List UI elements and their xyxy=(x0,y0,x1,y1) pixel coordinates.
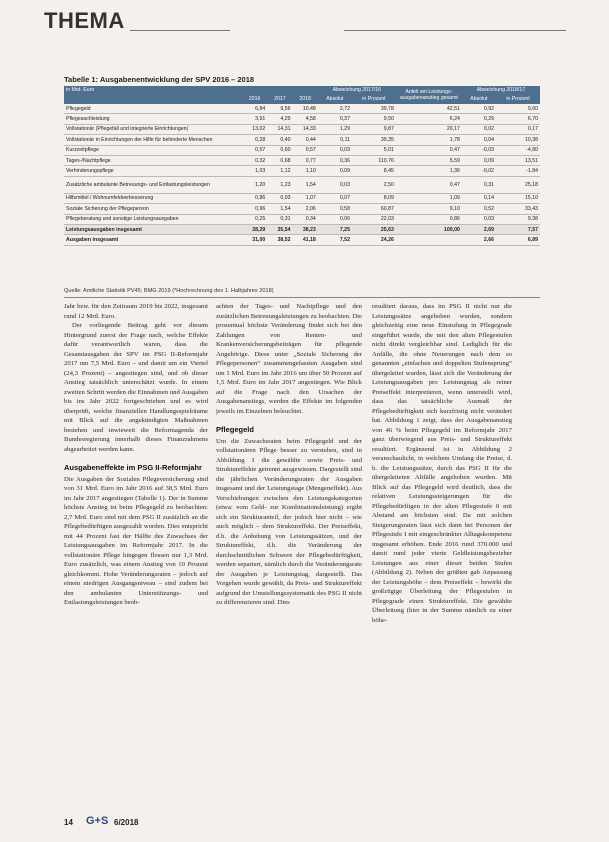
cell-value xyxy=(396,235,462,245)
cell-value: -4,80 xyxy=(496,145,540,155)
cell-value: 2,69 xyxy=(462,224,496,234)
row-label: Pflegegeld xyxy=(64,104,242,114)
table-row xyxy=(64,235,540,245)
paragraph: Die Ausgaben der Sozialen Pflegeversicherung sind von 31 Mrd. Euro im Jahr 2016 auf 38,5 Mrd. Euro im Jahr 2017 angestiegen (Tabelle 1). Der in Summe höchste Anstieg ist beim Pflegegeld zu beobachten: 2,7 Mrd. Euro sind mit dem PSG II zusätzlich an die Pflegebedürftigen ausgezahlt worden. Dies entspricht mit 44 Prozent fast der Hälfte des Zuwachses der Leistungsausgaben im Reformjahr 2017. In die vollstationäre Pflege hingegen flossen nur 1,3 Mrd. Euro zusätzlich, was einem Anstieg von 10 Prozent gleichkommt. Hohe Veränderungsraten – jedoch auf einem niedrigen Ausgangsniveau – sind zudem bei den ambulanten Unterstützungs- und Entlastungsleistungen beob- xyxy=(64,475,208,606)
table-row xyxy=(64,145,540,155)
cell-value: 25,63 xyxy=(352,224,396,234)
cell-value: 0,96 xyxy=(242,204,267,214)
cell-value: 0,03 xyxy=(462,214,496,224)
cell-value: 0,25 xyxy=(242,214,267,224)
cell-value: 1,10 xyxy=(293,166,318,176)
section-title: THEMA xyxy=(44,8,125,33)
text-column-3 xyxy=(372,302,512,625)
cell-value: 0,68 xyxy=(267,155,292,165)
cell-value: 31,00 xyxy=(242,235,267,245)
cell-value: 0,57 xyxy=(293,145,318,155)
header-rule-right xyxy=(344,30,566,31)
cell-value: 41,18 xyxy=(293,235,318,245)
cell-value: -0,03 xyxy=(462,145,496,155)
cell-value: 60,87 xyxy=(352,204,396,214)
cell-value: 110,76 xyxy=(352,155,396,165)
cell-value: 13,51 xyxy=(496,155,540,165)
cell-value: 0,11 xyxy=(318,135,352,145)
cell-value: 1,20 xyxy=(242,176,267,193)
cell-value: 0,92 xyxy=(462,104,496,114)
row-label: Kurzzeitpflege xyxy=(64,145,242,155)
cell-value: 8,09 xyxy=(352,193,396,203)
cell-value: 0,77 xyxy=(293,155,318,165)
cell-value: 1,29 xyxy=(318,124,352,134)
cell-value: 0,44 xyxy=(293,135,318,145)
table-row xyxy=(64,124,540,134)
paragraph: resultiert daraus, dass im PSG II nicht nur die Leistungssätze angehoben wurden, sondern gleichzeitig eine neue Einstufung in Pflegegrade eingeführt wurde, die mit den alten Pflegestufen nicht direkt vergleichbar sind. Lediglich für die Anfälle, die ohne Neuerungen nach dem so genannten „einfachen und doppelten Stufensprung“ übergeleitet wurden, lässt sich die Veränderung der Leistungsausgaben pro Leistungstag als reiner Preiseffekt interpretieren, wenn unterstellt wird, dass das tatsächliche Ausmaß der Pflegebedürftigkeit sich kurzfristig nicht verändert hat. Abbildung 1 zeigt, dass der Ausgabenanstieg von 46 % beim Pflegegeld im Reformjahr 2017 ganz überwiegend aus Preis- und Struktureffekt resultiert. Ergänzend ist in Abbildung 2 veranschaulicht, in welchem Umfang die Preise, d. h. die Leistungssätze, durch das PSG II für die übergeleiteten Altfälle angehoben wurden. Mit Blick auf das Pflegegeld wird deutlich, dass die relativen Leistungssteigerungen für die Pflegebedürftigen in der alten Pflegestufe 0 mit Abstand am höchsten sind. Da mit solchen Steigerungsraten lässt sich dann bei Personen der Pflegestufe I mit eingeschränkter Alltagskompetenz insgesamt erhöhen. Ende 2016 rund 370.000 und damit rund jeder vierte Geldleistungsbezieher Leistungen aus einer dieser beiden Stufen (Abbildung 2). Neben der größten gab Anpassung der Leistungshöhe – dem Preiseffekt – bewirkt die großzügige Überleitung der Pflegestufen in Pflegegrade einen Struktureffekt. Die gewählte Überleitung (hier in der Summe nämlich zu einer höhe- xyxy=(372,303,512,624)
cell-value: 35,54 xyxy=(267,224,292,234)
cell-value: 39,78 xyxy=(352,104,396,114)
table-row xyxy=(64,104,540,114)
cell-value: 7,25 xyxy=(318,224,352,234)
row-label: Soziale Sicherung der Pflegeperson xyxy=(64,204,242,214)
row-label: Hilfsmittel / Wohnumfeldverbesserung xyxy=(64,193,242,203)
cell-value: 3,91 xyxy=(242,114,267,124)
row-label: Zusätzliche ambulante Betreuungs- und Entlastungsleistungen xyxy=(64,176,242,193)
cell-value: 10,38 xyxy=(496,135,540,145)
cell-value: 10,48 xyxy=(293,104,318,114)
cell-value: 38,52 xyxy=(267,235,292,245)
cell-value: 0,06 xyxy=(318,214,352,224)
cell-value: 14,31 xyxy=(267,124,292,134)
cell-value: 6,70 xyxy=(496,114,540,124)
cell-value: 6,24 xyxy=(396,114,462,124)
cell-value: 9,60 xyxy=(496,104,540,114)
table-row xyxy=(64,155,540,165)
cell-value: 0,60 xyxy=(267,145,292,155)
cell-value: 0,36 xyxy=(318,155,352,165)
divider xyxy=(64,297,540,298)
group-header: Anteil am Leistungs-ausgabenanstieg gesamt xyxy=(396,86,462,104)
cell-value: 0,47 xyxy=(396,176,462,193)
sub-header: Absolut xyxy=(462,94,496,104)
paragraph: Jahr bzw. für den Zeitraum 2019 bis 2022, insgesamt rund 12 Mrd. Euro. xyxy=(64,303,208,320)
cell-value: 0,52 xyxy=(462,204,496,214)
group-header: Abweichung 2017/16 xyxy=(318,86,396,94)
cell-value: 42,51 xyxy=(396,104,462,114)
cell-value: 7,52 xyxy=(318,235,352,245)
cell-value: 1,54 xyxy=(293,176,318,193)
year-header: 2017 xyxy=(267,94,292,104)
row-label: Pflegeberatung und sonstige Leistungsausgaben xyxy=(64,214,242,224)
cell-value: 7,57 xyxy=(496,224,540,234)
cell-value: 8,45 xyxy=(352,166,396,176)
table-source: Quelle: Amtliche Statistik PV45; BMG 2019 (*Hochrechnung des 1. Halbjahres 2018) xyxy=(64,288,274,294)
year-header: 2018 xyxy=(293,94,318,104)
cell-value: 0,09 xyxy=(462,155,496,165)
journal-logo: G+S xyxy=(86,815,109,827)
cell-value: 1,78 xyxy=(396,135,462,145)
sub-header: in Prozent xyxy=(496,94,540,104)
table-row xyxy=(64,193,540,203)
cell-value: 14,33 xyxy=(293,124,318,134)
cell-value: 0,04 xyxy=(462,135,496,145)
cell-value: 9,56 xyxy=(267,104,292,114)
cell-value: 9,50 xyxy=(352,114,396,124)
cell-value: 39,35 xyxy=(352,135,396,145)
cell-value: 0,58 xyxy=(318,204,352,214)
header-rule-left xyxy=(130,30,230,31)
table-row xyxy=(64,114,540,124)
cell-value: 0,17 xyxy=(496,124,540,134)
cell-value: -0,02 xyxy=(462,166,496,176)
cell-value: 0,29 xyxy=(462,114,496,124)
cell-value: 25,18 xyxy=(496,176,540,193)
expenditure-table xyxy=(64,86,540,246)
cell-value: 0,31 xyxy=(462,176,496,193)
cell-value: 0,14 xyxy=(462,193,496,203)
group-header: Abweichung 2018/17 xyxy=(462,86,540,94)
cell-value: 0,02 xyxy=(462,124,496,134)
cell-value: 2,66 xyxy=(462,235,496,245)
cell-value: 38,23 xyxy=(293,224,318,234)
row-label: Vollstationär in Einrichtungen der Hilfe für behinderte Menschen xyxy=(64,135,242,145)
section-heading: Ausgabeneffekte im PSG II-Reformjahr xyxy=(64,463,202,472)
cell-value: 4,29 xyxy=(267,114,292,124)
cell-value: 0,37 xyxy=(318,114,352,124)
cell-value: 0,34 xyxy=(293,214,318,224)
cell-value: 6,89 xyxy=(496,235,540,245)
cell-value: 5,59 xyxy=(396,155,462,165)
cell-value: 1,36 xyxy=(396,166,462,176)
section-heading: Pflegegeld xyxy=(216,425,254,434)
table-row xyxy=(64,204,540,214)
cell-value: 24,26 xyxy=(352,235,396,245)
cell-value: 2,06 xyxy=(293,204,318,214)
cell-value: 0,32 xyxy=(242,155,267,165)
table-row xyxy=(64,166,540,176)
cell-value: 1,09 xyxy=(396,193,462,203)
cell-value: 5,01 xyxy=(352,145,396,155)
cell-value: 0,86 xyxy=(242,193,267,203)
section-header xyxy=(44,8,564,36)
cell-value: 0,57 xyxy=(242,145,267,155)
cell-value: 0,03 xyxy=(318,145,352,155)
cell-value: 28,29 xyxy=(242,224,267,234)
sub-header: in Prozent xyxy=(352,94,396,104)
cell-value: 15,10 xyxy=(496,193,540,203)
cell-value: 1,23 xyxy=(267,176,292,193)
cell-value: 1,54 xyxy=(267,204,292,214)
row-label: Ausgaben insgesamt xyxy=(64,235,242,245)
issue-number: 6/2018 xyxy=(114,818,139,827)
cell-value: 2,72 xyxy=(318,104,352,114)
row-label: Vollstationär (Pflegefall und integrierte Einrichtungen) xyxy=(64,124,242,134)
table-row xyxy=(64,135,540,145)
page-number: 14 xyxy=(64,818,73,827)
cell-value: 33,43 xyxy=(496,204,540,214)
paragraph: achten der Tages- und Nachtpflege und den zusätzlichen Betreuungsleistungen zu beobachten. Die prozentual höchste Veränderung findet sich bei den Zahlungen von Renten- und Krankenversicherungsbeiträgen für pflegende Angehörige. Diese unter „Soziale Sicherung der Pflegepersonen“ zusammengefassten Ausgaben sind um 1 Mrd. Euro im Jahr 2016 um über 50 Prozent auf 1,5 Mrd. Euro im Jahr 2017 angestiegen. Wie Blick auf die Frage nach den Ursachen der Ausgabenanstiegs, werden die Effekte im folgenden jeweils im Einzelnen beleuchtet. xyxy=(216,303,362,415)
cell-value: 1,03 xyxy=(242,166,267,176)
table-row xyxy=(64,176,540,193)
paragraph: Der vorliegende Beitrag geht vor diesem Hintergrund zuerst der Frage nach, welche Effekte dafür verantwortlich waren, dass die Gesamtausgaben der SPV im PSG II-Reformjahr 2017 um 7,5 Mrd. Euro – und damit um ein Viertel (24,3 Prozent) – angestiegen sind, und ob dieser Anstieg tatsächlich unterschätzt wurde. In einem zweiten Schritt werden die Einnahmen und Ausgaben bis ins Jahr 2022 fortgeschrieben und es wird überprüft, welche finanziellen Handlungsspielräume mit Blick auf die angekündigten Maßnahmen bestehen und inwieweit die Reformagenda der Bundesregierung innerhalb dieses Finanzrahmens abgearbeitet werden kann. xyxy=(64,322,208,453)
row-label: Verhinderungspflege xyxy=(64,166,242,176)
cell-value: 0,03 xyxy=(318,176,352,193)
cell-value: 6,84 xyxy=(242,104,267,114)
sub-header: Absolut xyxy=(318,94,352,104)
text-column-1 xyxy=(64,302,208,608)
cell-value: 0,40 xyxy=(267,135,292,145)
cell-value: 0,07 xyxy=(318,193,352,203)
cell-value: 0,31 xyxy=(267,214,292,224)
row-label: Leistungsausgaben insgesamt xyxy=(64,224,242,234)
cell-value: 2,50 xyxy=(352,176,396,193)
paragraph: Um die Zuwachsraten beim Pflegegeld und der vollstationären Pflege besser zu verstehen, sind in Abbildung 1 die gewählte sowie Preis- und Struktureffekte getrennt ausgewiesen. Dargestellt sind die jährlichen Veränderungsraten der Ausgaben insgesamt und der Leistungstage (Mengeneffekt). Aus Verschiebungen zwischen den Leistungskategorien (etwa: vom Geld- zur Kombinationsleistung) ergibt sich ein Strukturanteil, der jedoch hier nicht – wie auch möglich – dem Struktureffekt. Der Preiseffekt, d.h. die Anhebung von Leistungssätzen, und der Struktureffekt, d.h. die Veränderung der durchschnittlichen Schwere der Pflegebedürftigkeit, werden separiert, nämlich durch die Veränderungsrate der Ausgaben je Leistungstag, dargestellt. Das Vorgehen wurde gewählt, da Preis- und Struktureffekt aufgrund der Umstellungssystematik des PSG II nicht zu differenzieren sind. Dies xyxy=(216,437,362,606)
cell-value: 1,07 xyxy=(293,193,318,203)
cell-value: 9,10 xyxy=(396,204,462,214)
cell-value: 9,38 xyxy=(496,214,540,224)
row-label: Tages-/Nachtpflege xyxy=(64,155,242,165)
cell-value: 4,58 xyxy=(293,114,318,124)
table-row xyxy=(64,214,540,224)
year-header: 2016 xyxy=(242,94,267,104)
page-footer xyxy=(64,815,264,831)
unit-label: in Mrd. Euro xyxy=(64,86,318,94)
cell-value: 22,03 xyxy=(352,214,396,224)
table-title: Tabelle 1: Ausgabenentwicklung der SPV 2016 – 2018 xyxy=(64,75,255,84)
table-row xyxy=(64,224,540,234)
cell-value: 0,28 xyxy=(242,135,267,145)
cell-value: 0,09 xyxy=(318,166,352,176)
cell-value: 20,17 xyxy=(396,124,462,134)
cell-value: 100,00 xyxy=(396,224,462,234)
cell-value: -1,84 xyxy=(496,166,540,176)
cell-value: 0,47 xyxy=(396,145,462,155)
text-column-2 xyxy=(216,302,362,608)
cell-value: 0,86 xyxy=(396,214,462,224)
row-label: Pflegesachleistung xyxy=(64,114,242,124)
cell-value: 0,93 xyxy=(267,193,292,203)
cell-value: 1,12 xyxy=(267,166,292,176)
cell-value: 9,87 xyxy=(352,124,396,134)
cell-value: 13,02 xyxy=(242,124,267,134)
